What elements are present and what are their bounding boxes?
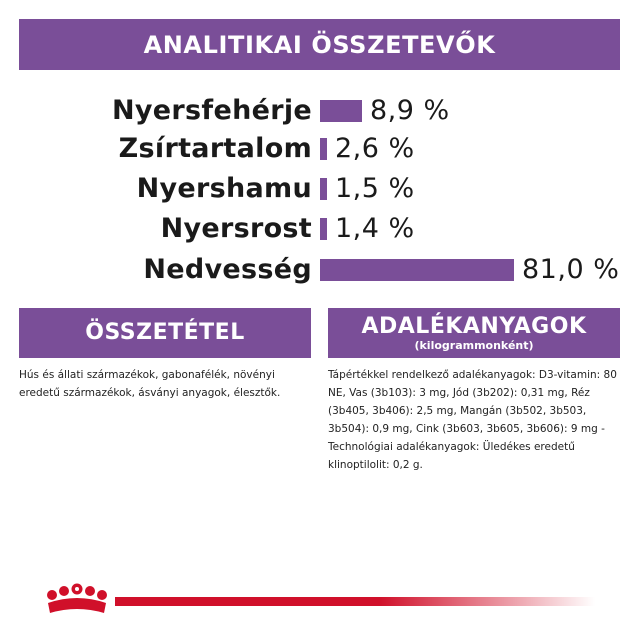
nutrient-label: Zsírtartalom — [118, 133, 312, 164]
nutrient-bar — [320, 178, 327, 200]
nutrient-row — [0, 211, 640, 247]
nutrient-row — [0, 131, 640, 167]
nutrient-label: Nedvesség — [143, 254, 312, 285]
nutrient-value: 2,6 % — [335, 133, 415, 164]
composition-header — [19, 308, 311, 358]
nutrient-row — [0, 93, 640, 129]
composition-title: ÖSSZETÉTEL — [85, 320, 245, 345]
additives-subtitle: (kilogrammonként) — [414, 338, 534, 352]
additives-title: ADALÉKANYAGOK — [361, 313, 587, 339]
nutrient-value: 81,0 % — [522, 254, 620, 285]
nutrient-value: 1,4 % — [335, 213, 415, 244]
analytical-header — [19, 19, 620, 70]
nutrient-value: 1,5 % — [335, 173, 415, 204]
footer-divider — [115, 597, 595, 606]
additives-header — [328, 308, 620, 358]
additives-text: Tápértékkel rendelkező adalékanyagok: D3-vitamin: 80 NE, Vas (3b103): 3 mg, Jód (3b202): 0,31 mg, Réz (3b405, 3b406): 2,5 mg, Mangán (3b502, 3b503, 3b504): 0,9 mg, Cink (3b603, 3b605, 3b606): 9 mg - Technológiai adalékanyagok: Üledékes eredetű klinoptilolit: 0,2 g. — [328, 369, 617, 471]
nutrient-row — [0, 252, 640, 288]
nutrient-bar — [320, 218, 327, 240]
nutrient-bar — [320, 259, 514, 281]
nutrient-bar — [320, 138, 327, 160]
nutrient-value: 8,9 % — [370, 95, 450, 126]
nutrient-bar — [320, 100, 362, 122]
analytical-title: ANALITIKAI ÖSSZETEVŐK — [143, 30, 496, 59]
nutrient-label: Nyersrost — [160, 213, 312, 244]
composition-text: Hús és állati származékok, gabonafélék, növényi eredetű származékok, ásványi anyagok, élesztők. — [19, 369, 281, 399]
nutrient-row — [0, 171, 640, 207]
royal-crown-icon — [42, 583, 112, 619]
nutrient-label: Nyershamu — [136, 173, 312, 204]
nutrient-label: Nyersfehérje — [112, 95, 312, 126]
